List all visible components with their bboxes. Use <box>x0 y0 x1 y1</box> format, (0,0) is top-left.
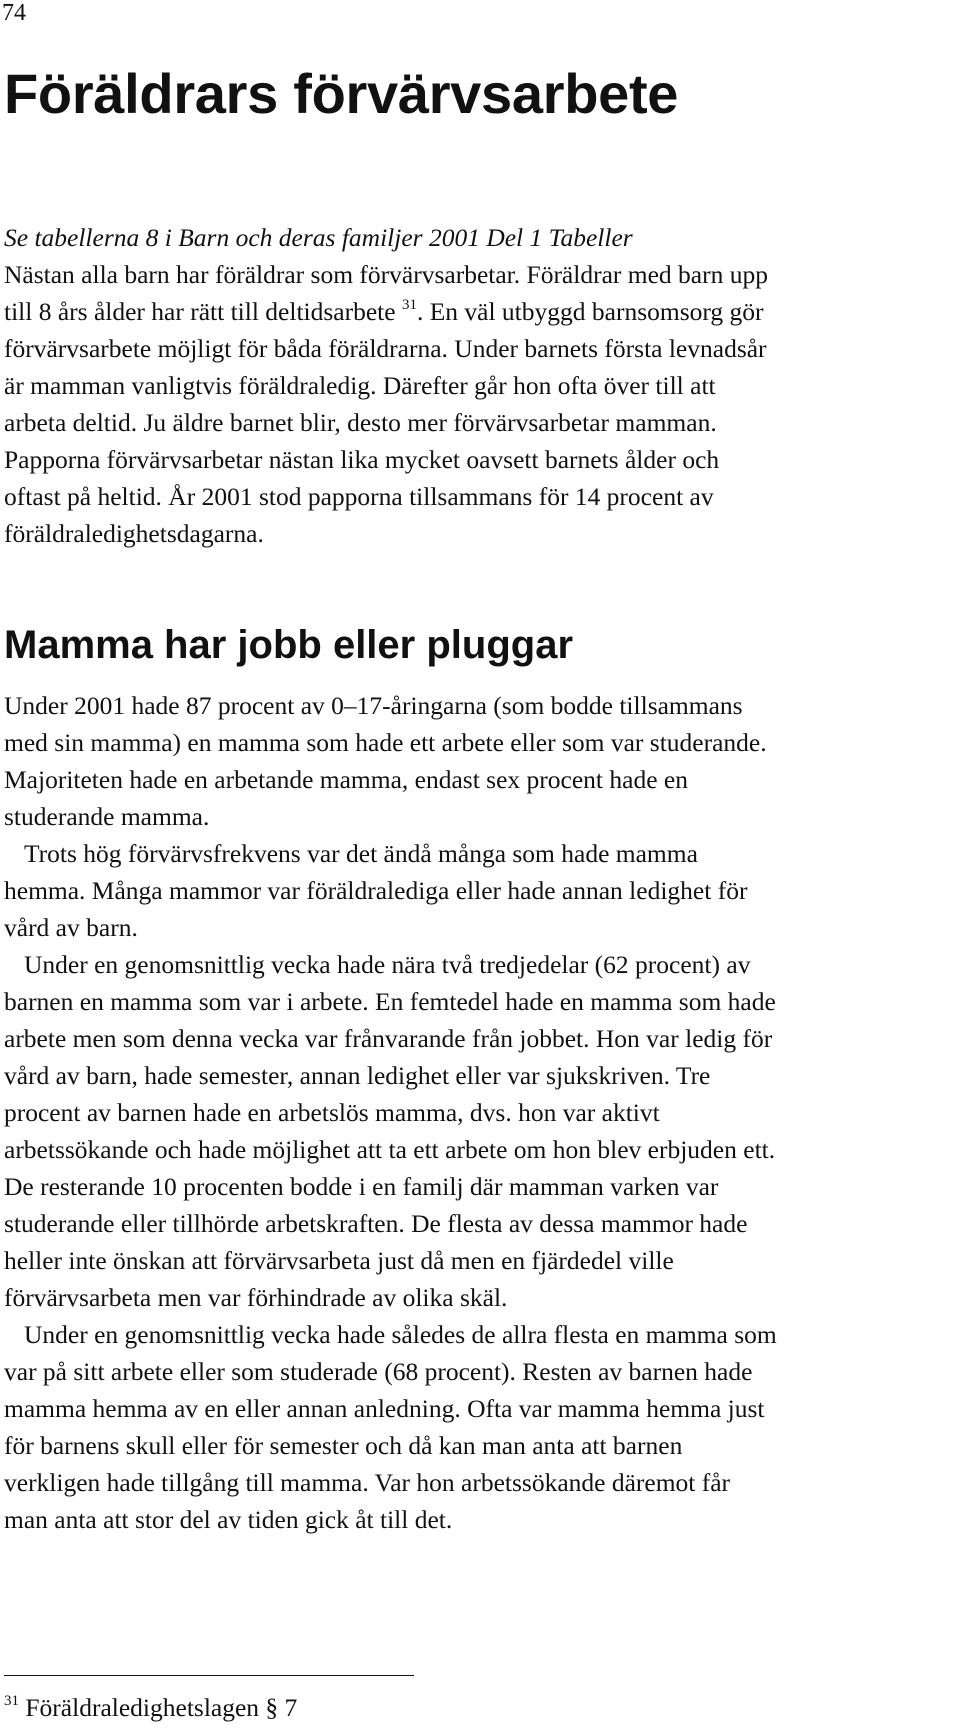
text-line: oftast på heltid. År 2001 stod papporna tillsammans för 14 procent av <box>4 482 714 511</box>
section-heading: Mamma har jobb eller pluggar <box>4 623 574 667</box>
paragraph-4 <box>4 1316 954 1538</box>
footnote-text: Föräldraledighetslagen § 7 <box>19 1693 298 1722</box>
text-line: arbeta deltid. Ju äldre barnet blir, desto mer förvärvsarbetar mamman. <box>4 408 717 437</box>
page-number: 74 <box>2 0 26 26</box>
text-line: Under en genomsnittlig vecka hade nära två tredjedelar (62 procent) av <box>24 950 751 979</box>
text-line: verkligen hade tillgång till mamma. Var hon arbetssökande däremot får <box>4 1468 731 1497</box>
text-line: Papporna förvärvsarbetar nästan lika mycket oavsett barnets ålder och <box>4 445 720 474</box>
footnote-marker[interactable]: 31 <box>401 297 417 313</box>
text-fragment: . En väl utbyggd barnsomsorg gör <box>416 297 764 326</box>
text-line: heller inte önskan att förvärvsarbeta just då men en fjärdedel ville <box>4 1246 674 1275</box>
text-line: De resterande 10 procenten bodde i en familj där mamman varken var <box>4 1172 719 1201</box>
text-line: vård av barn, hade semester, annan ledighet eller var sjukskriven. Tre <box>4 1061 711 1090</box>
text-line: för barnens skull eller för semester och då kan man anta att barnen <box>4 1431 683 1460</box>
footnote <box>4 1693 297 1723</box>
text-line: med sin mamma) en mamma som hade ett arbete eller som var studerande. <box>4 728 767 757</box>
text-line: Under en genomsnittlig vecka hade således de allra flesta en mamma som <box>24 1320 777 1349</box>
footnote-divider <box>4 1675 414 1676</box>
text-line: arbetssökande och hade möjlighet att ta ett arbete om hon blev erbjuden ett. <box>4 1135 776 1164</box>
text-line: föräldraledighetsdagarna. <box>4 519 264 548</box>
text-line: arbete men som denna vecka var frånvarande från jobbet. Hon var ledig för <box>4 1024 773 1053</box>
text-fragment: till 8 års ålder har rätt till deltidsarbete <box>4 297 402 326</box>
page-title: Föräldrars förvärvsarbete <box>4 62 679 125</box>
intro-paragraph <box>4 219 954 552</box>
text-line: mamma hemma av en eller annan anledning. Ofta var mamma hemma just <box>4 1394 765 1423</box>
paragraph-3 <box>4 946 954 1316</box>
text-line: studerande mamma. <box>4 802 210 831</box>
section-body <box>4 687 954 1538</box>
text-line: vård av barn. <box>4 913 138 942</box>
text-line: man anta att stor del av tiden gick åt till det. <box>4 1505 453 1534</box>
text-line: hemma. Många mammor var föräldralediga eller hade annan ledighet för <box>4 876 748 905</box>
text-line: Under 2001 hade 87 procent av 0–17-åringarna (som bodde tillsammans <box>4 691 743 720</box>
paragraph-1 <box>4 687 954 835</box>
text-line: barnen en mamma som var i arbete. En femtedel hade en mamma som hade <box>4 987 776 1016</box>
text-line <box>4 293 954 330</box>
text-line: procent av barnen hade en arbetslös mamma, dvs. hon var aktivt <box>4 1098 660 1127</box>
text-line: Majoriteten hade en arbetande mamma, endast sex procent hade en <box>4 765 688 794</box>
text-line: Trots hög förvärvsfrekvens var det ändå många som hade mamma <box>24 839 698 868</box>
paragraph-2 <box>4 835 954 946</box>
text-line: studerande eller tillhörde arbetskraften. De flesta av dessa mammor hade <box>4 1209 748 1238</box>
text-line: förvärvsarbeta men var förhindrade av olika skäl. <box>4 1283 508 1312</box>
text-line: var på sitt arbete eller som studerade (68 procent). Resten av barnen hade <box>4 1357 753 1386</box>
text-line: är mamman vanligtvis föräldraledig. Därefter går hon ofta över till att <box>4 371 716 400</box>
footnote-number: 31 <box>4 1693 19 1709</box>
text-line: förvärvsarbete möjligt för båda föräldrarna. Under barnets första levnadsår <box>4 334 767 363</box>
table-reference: Se tabellerna 8 i Barn och deras familjer 2001 Del 1 Tabeller <box>4 223 633 252</box>
text-line: Nästan alla barn har föräldrar som förvärvsarbetar. Föräldrar med barn upp <box>4 260 768 289</box>
